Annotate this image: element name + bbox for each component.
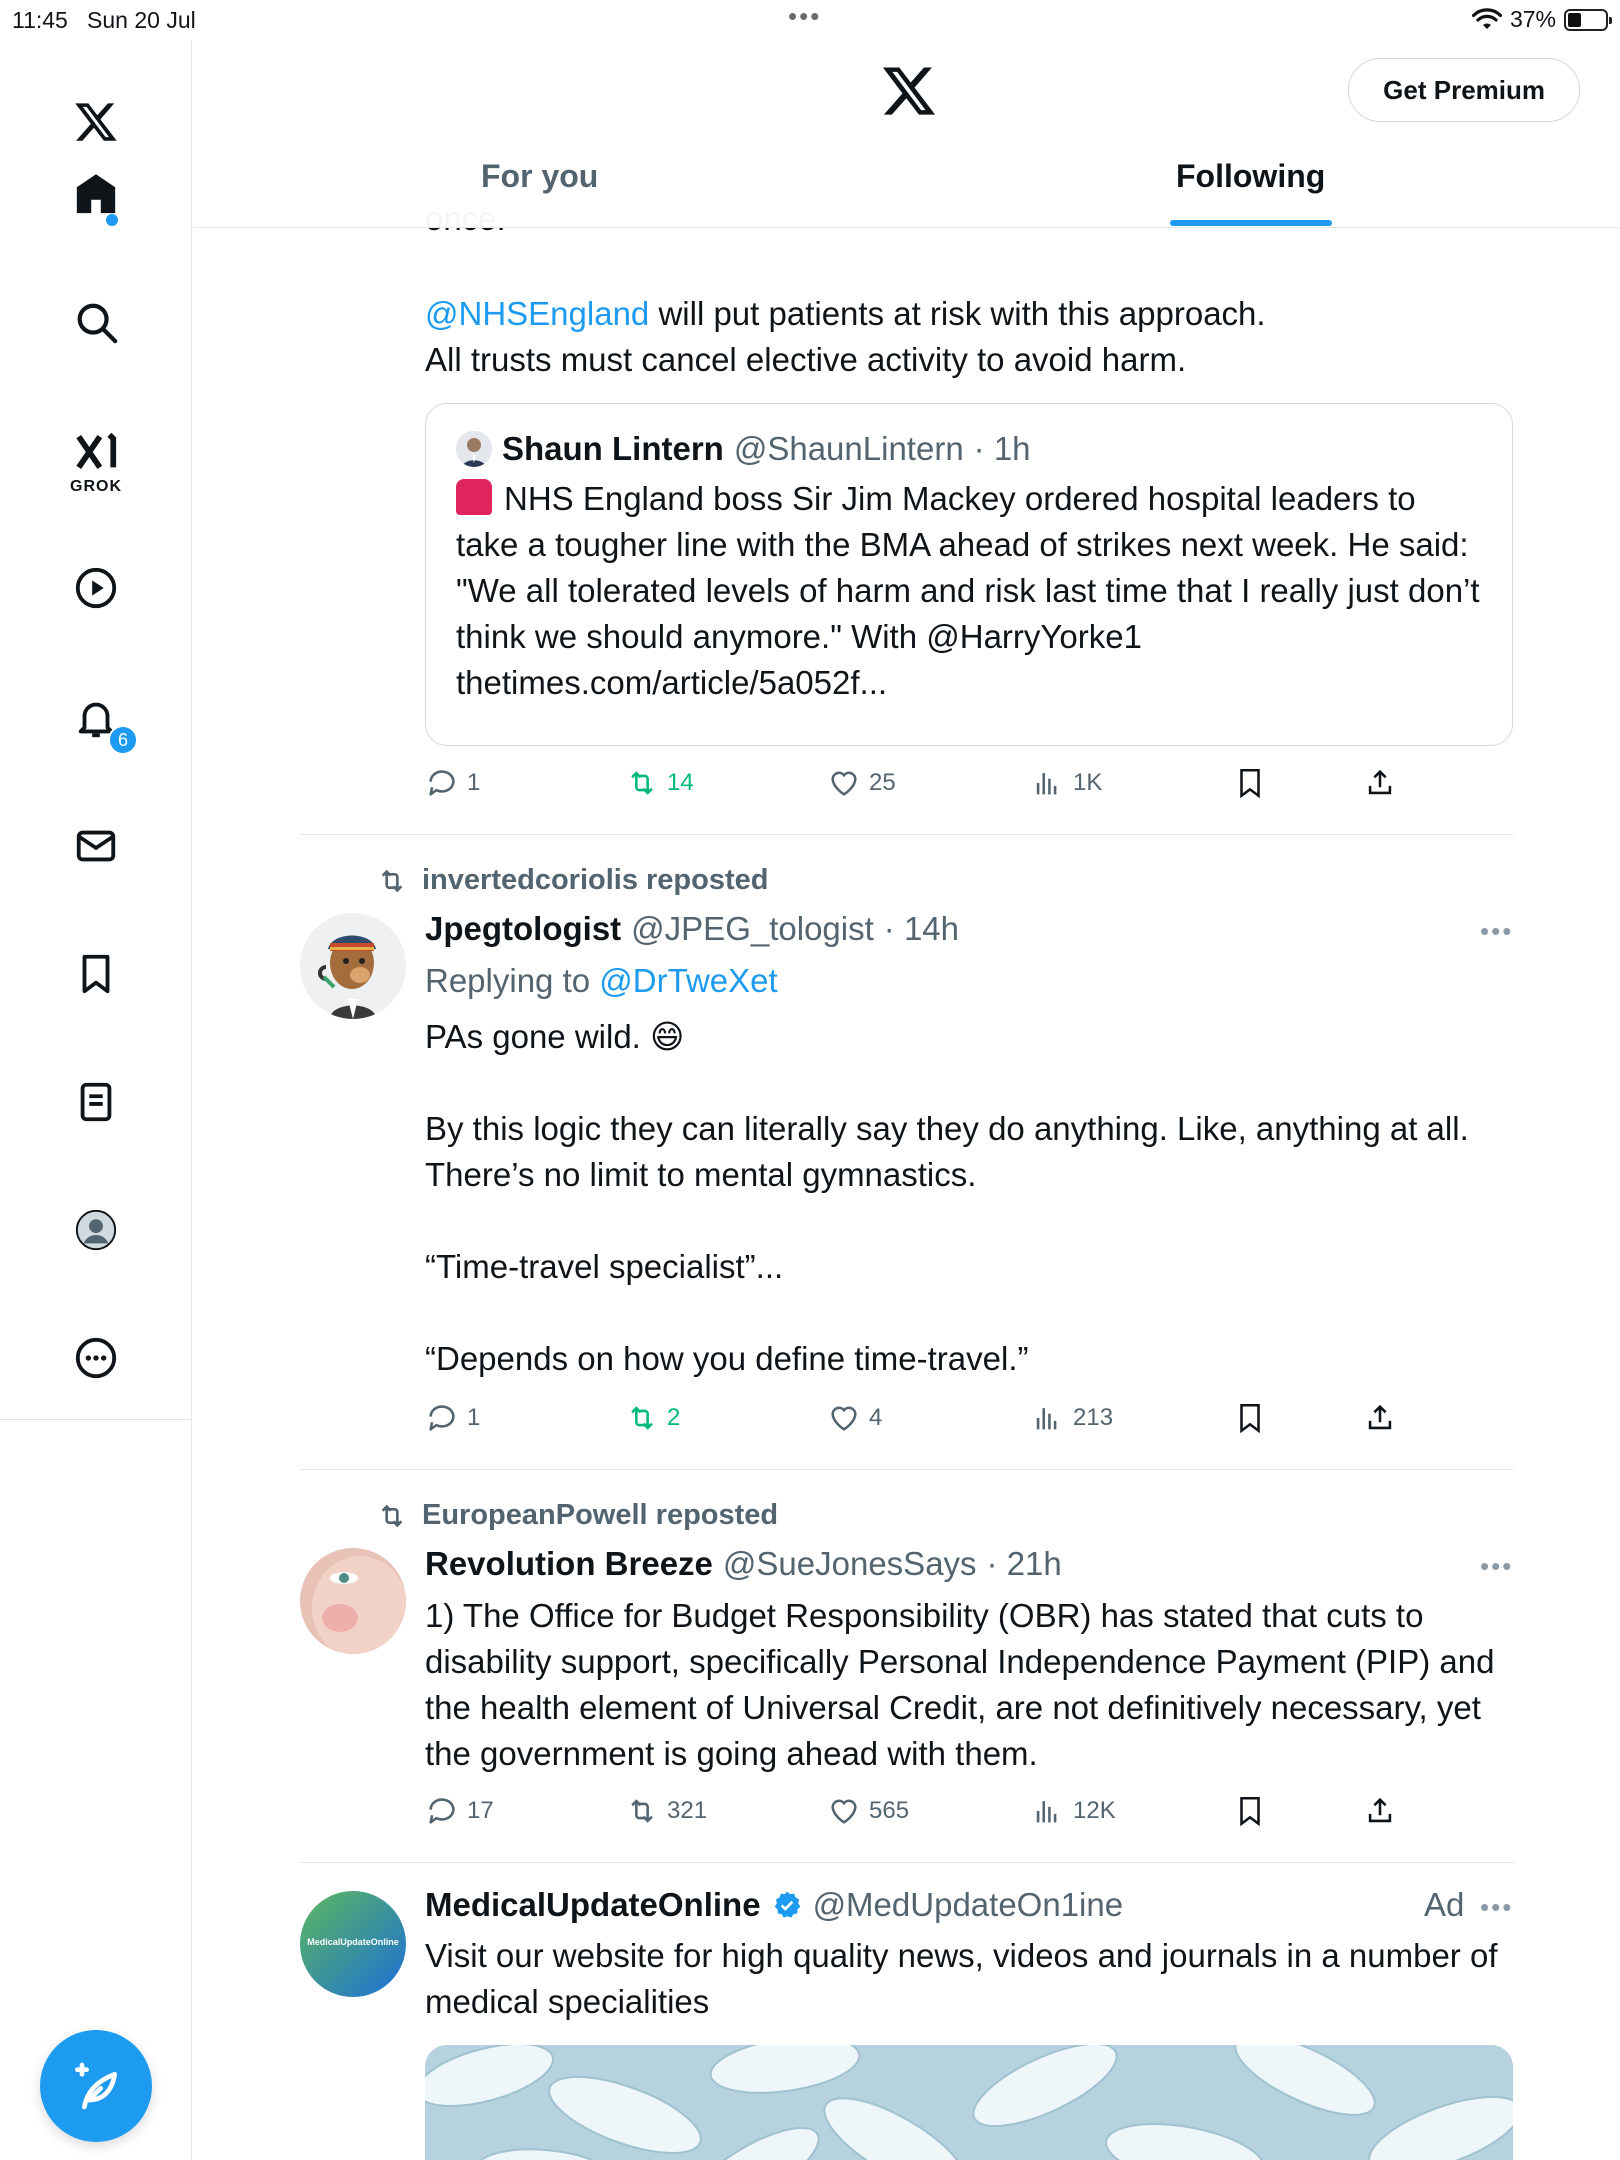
siren-emoji-icon bbox=[456, 479, 492, 515]
repost-icon bbox=[625, 766, 659, 800]
bookmark-icon bbox=[1233, 1794, 1267, 1828]
grok-label: GROK bbox=[70, 478, 122, 495]
reply-button[interactable]: 1 bbox=[425, 1401, 480, 1435]
status-right bbox=[1472, 6, 1608, 33]
sidebar-divider bbox=[0, 1419, 192, 1420]
tweet-body: Visit our website for high quality news, videos and journals in a number of medical specialities bbox=[425, 1937, 1498, 2020]
avatar[interactable] bbox=[300, 1548, 406, 1654]
battery-icon bbox=[1564, 9, 1608, 31]
author-handle[interactable]: @MedUpdateOn1ine bbox=[812, 1886, 1124, 1923]
repost-icon bbox=[376, 865, 408, 897]
repost-button[interactable]: 14 bbox=[625, 766, 694, 800]
ad-label: Ad bbox=[1424, 1886, 1465, 1923]
repost-context[interactable]: invertedcoriolis reposted bbox=[376, 864, 769, 897]
quote-author-handle[interactable]: @ShaunLintern bbox=[733, 430, 964, 467]
author-name[interactable]: Jpegtologist bbox=[425, 910, 622, 947]
battery-percent: 37% bbox=[1509, 6, 1556, 32]
views-button[interactable]: 1K bbox=[1031, 766, 1102, 800]
bookmark-button[interactable] bbox=[1233, 1401, 1267, 1435]
avatar[interactable] bbox=[300, 1891, 406, 1997]
lists-icon[interactable] bbox=[64, 1070, 128, 1134]
share-button[interactable] bbox=[1363, 766, 1397, 800]
repost-icon bbox=[625, 1794, 659, 1828]
mention-link[interactable]: @DrTweXet bbox=[599, 962, 778, 999]
author-handle[interactable]: @SueJonesSays bbox=[722, 1545, 977, 1582]
quote-body: NHS England boss Sir Jim Mackey ordered hospital leaders to take a tougher line with the BMA ahead of strikes next week. He said: "We all tolerated levels of harm and risk last time that I really just don’t think we should anymore." With @HarryYorke1 thetimes.com/article/5a052f... bbox=[456, 480, 1480, 701]
timeline-header bbox=[193, 40, 1620, 228]
search-icon[interactable] bbox=[64, 290, 128, 354]
tweet-author-line bbox=[425, 1886, 1123, 1924]
reply-button[interactable]: 17 bbox=[425, 1794, 494, 1828]
bookmark-button[interactable] bbox=[1233, 1794, 1267, 1828]
avatar[interactable] bbox=[300, 913, 406, 1019]
repost-icon bbox=[376, 1500, 408, 1532]
mention-link[interactable]: @NHSEngland bbox=[425, 295, 650, 332]
ad-media-image[interactable] bbox=[425, 2045, 1513, 2160]
tweet-body: 1) The Office for Budget Responsibility (OBR) has stated that cuts to disability support, specifically Personal Independence Payment (PIP) and the health element of Universal Credit, are not definitively necessary, yet the government is going ahead with them. bbox=[425, 1597, 1495, 1772]
like-button[interactable]: 565 bbox=[827, 1794, 909, 1828]
x-logo-icon[interactable] bbox=[880, 62, 938, 120]
tweet-time: · 21h bbox=[986, 1545, 1062, 1582]
bookmark-icon bbox=[1233, 1401, 1267, 1435]
repost-context[interactable]: EuropeanPowell reposted bbox=[376, 1499, 778, 1532]
tweet-actions bbox=[425, 1794, 1425, 1834]
views-icon bbox=[1031, 766, 1065, 800]
multitasking-dots[interactable]: ••• bbox=[788, 1, 822, 31]
share-button[interactable] bbox=[1363, 1794, 1397, 1828]
profile-icon[interactable] bbox=[64, 1198, 128, 1262]
home-unread-dot bbox=[106, 214, 118, 226]
status-bar bbox=[0, 0, 1620, 40]
tweet-body: @NHSEngland will put patients at risk with this approach. All trusts must cancel elective activity to avoid harm. bbox=[425, 295, 1266, 378]
like-button[interactable]: 4 bbox=[827, 1401, 882, 1435]
heart-icon bbox=[827, 1401, 861, 1435]
battery-fill bbox=[1568, 13, 1581, 27]
sidebar-nav bbox=[0, 40, 192, 2160]
quote-author-name[interactable]: Shaun Lintern bbox=[502, 430, 724, 467]
tweet-body: Replying to @DrTweXet PAs gone wild. 😄 By this logic they can literally say they do anything. Like, anything at all. There’s no limit to mental gymnastics. “Time-travel specialist”... “Depends on how you define time-travel.” bbox=[425, 958, 1515, 1382]
avatar[interactable] bbox=[456, 431, 492, 467]
more-options-icon[interactable]: ••• bbox=[1480, 1892, 1514, 1922]
tweet-time: · 14h bbox=[883, 910, 959, 947]
video-icon[interactable] bbox=[64, 556, 128, 620]
author-name[interactable]: MedicalUpdateOnline bbox=[425, 1886, 761, 1923]
quoted-tweet-card[interactable] bbox=[425, 403, 1513, 746]
tweet-actions bbox=[425, 766, 1425, 806]
share-button[interactable] bbox=[1363, 1401, 1397, 1435]
share-icon bbox=[1363, 766, 1397, 800]
views-icon bbox=[1031, 1401, 1065, 1435]
repost-button[interactable]: 2 bbox=[625, 1401, 680, 1435]
more-options-icon[interactable]: ••• bbox=[1480, 1551, 1514, 1581]
tweet-divider bbox=[300, 834, 1514, 835]
get-premium-button[interactable]: Get Premium bbox=[1348, 58, 1580, 122]
views-button[interactable]: 213 bbox=[1031, 1401, 1113, 1435]
more-options-icon[interactable]: ••• bbox=[1480, 916, 1514, 946]
share-icon bbox=[1363, 1401, 1397, 1435]
tweet-author-line bbox=[425, 910, 959, 948]
grok-icon[interactable] bbox=[64, 420, 128, 484]
bookmark-icon bbox=[1233, 766, 1267, 800]
bookmarks-icon[interactable] bbox=[64, 942, 128, 1006]
messages-mail-icon[interactable] bbox=[64, 814, 128, 878]
tab-following[interactable]: Following bbox=[1176, 158, 1326, 194]
replying-to-line: Replying to @DrTweXet bbox=[425, 962, 778, 999]
repost-icon bbox=[625, 1401, 659, 1435]
author-handle[interactable]: @JPEG_tologist bbox=[631, 910, 874, 947]
like-button[interactable]: 25 bbox=[827, 766, 896, 800]
author-name[interactable]: Revolution Breeze bbox=[425, 1545, 713, 1582]
more-options-icon[interactable] bbox=[64, 1326, 128, 1390]
heart-icon bbox=[827, 1794, 861, 1828]
share-icon bbox=[1363, 1794, 1397, 1828]
compose-feather-icon bbox=[68, 2058, 124, 2114]
reply-button[interactable]: 1 bbox=[425, 766, 480, 800]
compose-post-button[interactable] bbox=[40, 2030, 152, 2142]
ad-avatar-wordmark: MedicalUpdateOnline bbox=[307, 1937, 399, 1947]
status-time: 11:45 Sun 20 Jul bbox=[12, 7, 196, 33]
wifi-icon bbox=[1472, 8, 1502, 32]
quote-author-line bbox=[456, 430, 1482, 468]
notification-badge: 6 bbox=[108, 725, 138, 755]
bookmark-button[interactable] bbox=[1233, 766, 1267, 800]
tweet-actions bbox=[425, 1401, 1425, 1441]
x-logo-icon[interactable] bbox=[64, 90, 128, 154]
quote-time: · 1h bbox=[973, 430, 1031, 467]
reply-icon bbox=[425, 1401, 459, 1435]
tweet-divider bbox=[300, 1862, 1514, 1863]
reply-icon bbox=[425, 1794, 459, 1828]
tweet-author-line bbox=[425, 1545, 1062, 1583]
reply-icon bbox=[425, 766, 459, 800]
repost-button[interactable]: 321 bbox=[625, 1794, 707, 1828]
tab-for-you[interactable]: For you bbox=[481, 158, 599, 194]
active-tab-indicator bbox=[1170, 220, 1332, 226]
views-icon bbox=[1031, 1794, 1065, 1828]
views-button[interactable]: 12K bbox=[1031, 1794, 1116, 1828]
tweet-divider bbox=[300, 1469, 1514, 1470]
heart-icon bbox=[827, 766, 861, 800]
home-icon[interactable] bbox=[64, 162, 128, 226]
verified-badge-icon bbox=[771, 1889, 803, 1921]
